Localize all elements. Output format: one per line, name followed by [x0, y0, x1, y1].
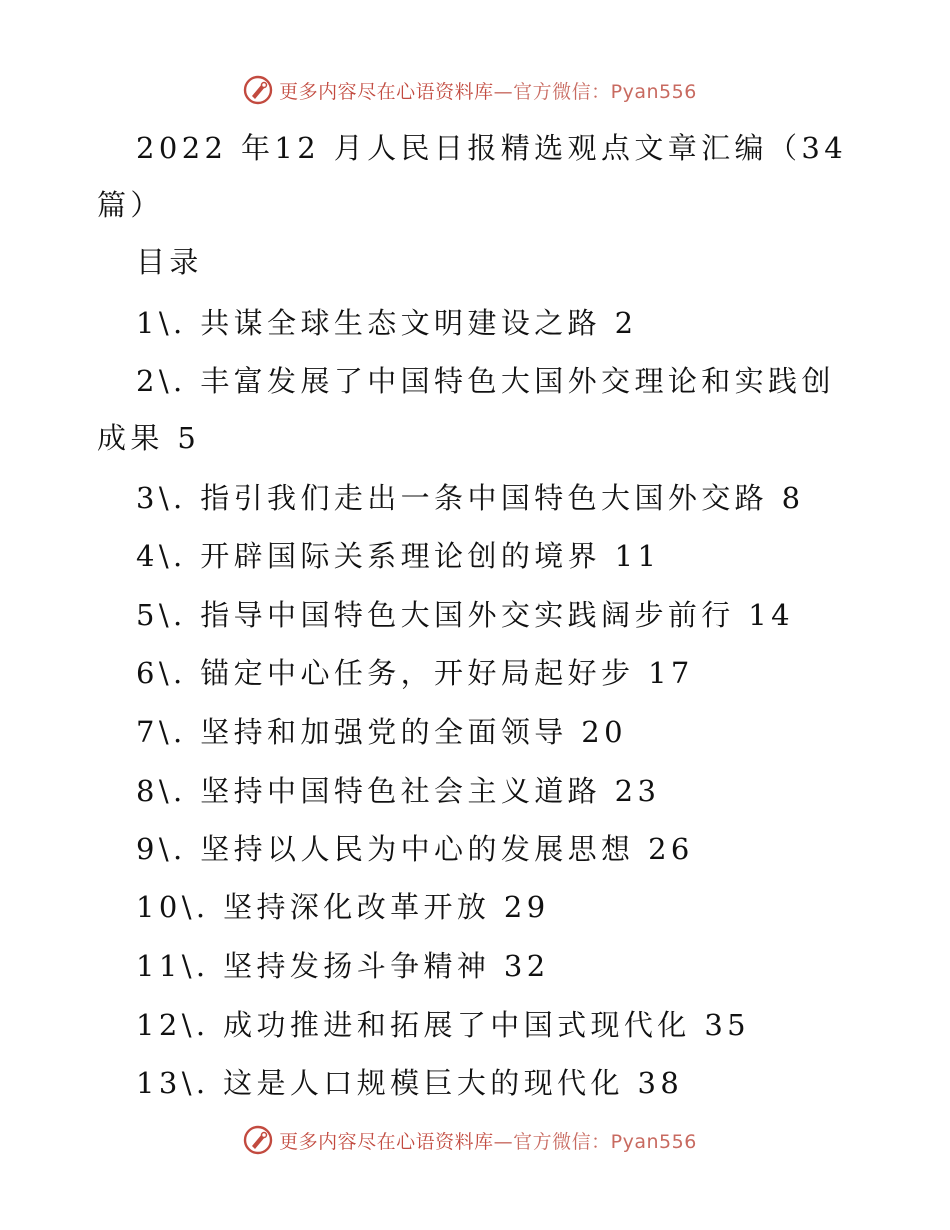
banner-text — [279, 1127, 697, 1154]
banner-suffix-text: 官方微信：Pyan556 — [513, 1130, 697, 1153]
banner-dash: — — [493, 80, 514, 103]
toc-item[interactable]: 2\. 丰富发展了中国特色大国外交理论和实践创 — [136, 364, 835, 398]
toc-item[interactable]: 6\. 锚定中心任务，开好局起好步 17 — [136, 656, 694, 690]
document-title-line2: 篇） — [97, 188, 164, 222]
banner-content — [243, 75, 697, 105]
header-watermark-banner — [0, 70, 950, 110]
toc-item[interactable]: 8\. 坚持中国特色社会主义道路 23 — [136, 774, 661, 808]
footer-watermark-banner — [0, 1120, 950, 1160]
toc-heading: 目录 — [136, 245, 203, 279]
banner-suffix-text: 官方微信：Pyan556 — [513, 80, 697, 103]
banner-main-text: 更多内容尽在心语资料库 — [279, 1130, 494, 1153]
toc-item[interactable]: 7\. 坚持和加强党的全面领导 20 — [136, 715, 627, 749]
pen-logo-icon — [243, 75, 273, 105]
banner-text — [279, 77, 697, 104]
banner-main-text: 更多内容尽在心语资料库 — [279, 80, 494, 103]
banner-dash: — — [493, 1130, 514, 1153]
toc-item[interactable]: 5\. 指导中国特色大国外交实践阔步前行 14 — [136, 598, 794, 632]
toc-item[interactable]: 4\. 开辟国际关系理论创的境界 11 — [136, 539, 661, 573]
banner-content — [243, 1125, 697, 1155]
toc-item[interactable]: 9\. 坚持以人民为中心的发展思想 26 — [136, 832, 694, 866]
toc-item[interactable]: 1\. 共谋全球生态文明建设之路 2 — [136, 306, 638, 340]
pen-logo-icon — [243, 1125, 273, 1155]
toc-item[interactable]: 3\. 指引我们走出一条中国特色大国外交路 8 — [136, 481, 805, 515]
toc-item-continuation[interactable]: 成果 5 — [97, 421, 201, 455]
document-title-line1: 2022 年12 月人民日报精选观点文章汇编（34 — [136, 131, 848, 165]
toc-item[interactable]: 10\. 坚持深化改革开放 29 — [136, 890, 550, 924]
toc-item[interactable]: 11\. 坚持发扬斗争精神 32 — [136, 949, 550, 983]
toc-item[interactable]: 13\. 这是人口规模巨大的现代化 38 — [136, 1066, 684, 1100]
toc-item[interactable]: 12\. 成功推进和拓展了中国式现代化 35 — [136, 1008, 751, 1042]
